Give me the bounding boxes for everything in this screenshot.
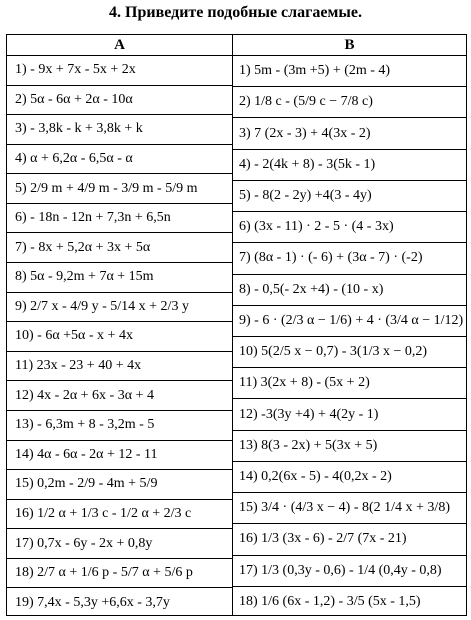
column-a <box>7 35 233 615</box>
column-a-rows <box>7 56 232 617</box>
column-b <box>233 35 466 615</box>
column-a-exercise-10: 10) - 6α +5α - x + 4x <box>7 322 232 352</box>
column-b-exercise-7: 7) (8α - 1) · (- 6) + (3α - 7) · (-2) <box>233 243 466 274</box>
worksheet-title: 4. Приведите подобные слагаемые. <box>109 4 362 21</box>
column-b-exercise-2: 2) 1/8 c - (5/9 c − 7/8 c) <box>233 87 466 118</box>
column-b-exercise-3: 3) 7 (2x - 3) + 4(3x - 2) <box>233 118 466 149</box>
column-a-header: A <box>7 35 232 56</box>
column-b-exercise-13: 13) 8(3 - 2x) + 5(3x + 5) <box>233 431 466 462</box>
column-b-exercise-1: 1) 5m - (3m +5) + (2m - 4) <box>233 56 466 87</box>
column-a-exercise-9: 9) 2/7 x - 4/9 y - 5/14 x + 2/3 y <box>7 293 232 323</box>
column-b-exercise-6: 6) (3x - 11) · 2 - 5 · (4 - 3x) <box>233 212 466 243</box>
column-b-rows <box>233 56 466 617</box>
column-b-exercise-17: 17) 1/3 (0,3y - 0,6) - 1/4 (0,4y - 0,8) <box>233 556 466 587</box>
column-b-exercise-15: 15) 3/4 · (4/3 x − 4) - 8(2 1/4 x + 3/8) <box>233 493 466 524</box>
column-a-exercise-5: 5) 2/9 m + 4/9 m - 3/9 m - 5/9 m <box>7 174 232 204</box>
column-b-exercise-8: 8) - 0,5(- 2x +4) - (10 - x) <box>233 275 466 306</box>
column-a-exercise-6: 6) - 18n - 12n + 7,3n + 6,5n <box>7 204 232 234</box>
column-b-exercise-14: 14) 0,2(6x - 5) - 4(0,2x - 2) <box>233 462 466 493</box>
column-a-exercise-15: 15) 0,2m - 2/9 - 4m + 5/9 <box>7 470 232 500</box>
column-a-exercise-3: 3) - 3,8k - k + 3,8k + k <box>7 115 232 145</box>
column-b-exercise-9: 9) - 6 · (2/3 α − 1/6) + 4 · (3/4 α − 1/12) <box>233 306 466 337</box>
column-a-exercise-12: 12) 4x - 2α + 6x - 3α + 4 <box>7 381 232 411</box>
column-a-exercise-7: 7) - 8x + 5,2α + 3x + 5α <box>7 233 232 263</box>
column-a-exercise-19: 19) 7,4x - 5,3y +6,6x - 3,7y <box>15 594 170 610</box>
column-b-header: B <box>233 35 466 56</box>
column-a-exercise-11: 11) 23x - 23 + 40 + 4x <box>7 352 232 382</box>
column-b-exercise-11: 11) 3(2x + 8) - (5x + 2) <box>233 368 466 399</box>
column-a-exercise-8: 8) 5α - 9,2m + 7α + 15m <box>7 263 232 293</box>
column-b-exercise-4: 4) - 2(4k + 8) - 3(5k - 1) <box>233 150 466 181</box>
column-b-exercise-12: 12) -3(3y +4) + 4(2y - 1) <box>233 399 466 430</box>
column-b-exercise-18: 18) 1/6 (6x - 1,2) - 3/5 (5x - 1,5) <box>239 593 421 609</box>
column-a-exercise-17: 17) 0,7x - 6y - 2x + 0,8y <box>7 529 232 559</box>
column-b-exercise-10: 10) 5(2/5 x − 0,7) - 3(1/3 x − 0,2) <box>233 337 466 368</box>
column-a-exercise-16: 16) 1/2 α + 1/3 c - 1/2 α + 2/3 c <box>7 500 232 530</box>
exercise-table <box>6 34 467 616</box>
column-a-exercise-13: 13) - 6,3m + 8 - 3,2m - 5 <box>7 411 232 441</box>
column-a-exercise-14: 14) 4α - 6α - 2α + 12 - 11 <box>7 441 232 471</box>
column-b-exercise-16: 16) 1/3 (3x - 6) - 2/7 (7x - 21) <box>233 524 466 555</box>
column-a-exercise-4: 4) α + 6,2α - 6,5α - α <box>7 145 232 175</box>
column-a-exercise-2: 2) 5α - 6α + 2α - 10α <box>7 86 232 116</box>
column-a-exercise-18: 18) 2/7 α + 1/6 p - 5/7 α + 5/6 p <box>7 559 232 589</box>
column-b-exercise-5: 5) - 8(2 - 2y) +4(3 - 4y) <box>233 181 466 212</box>
column-a-exercise-1: 1) - 9x + 7x - 5x + 2x <box>7 56 232 86</box>
